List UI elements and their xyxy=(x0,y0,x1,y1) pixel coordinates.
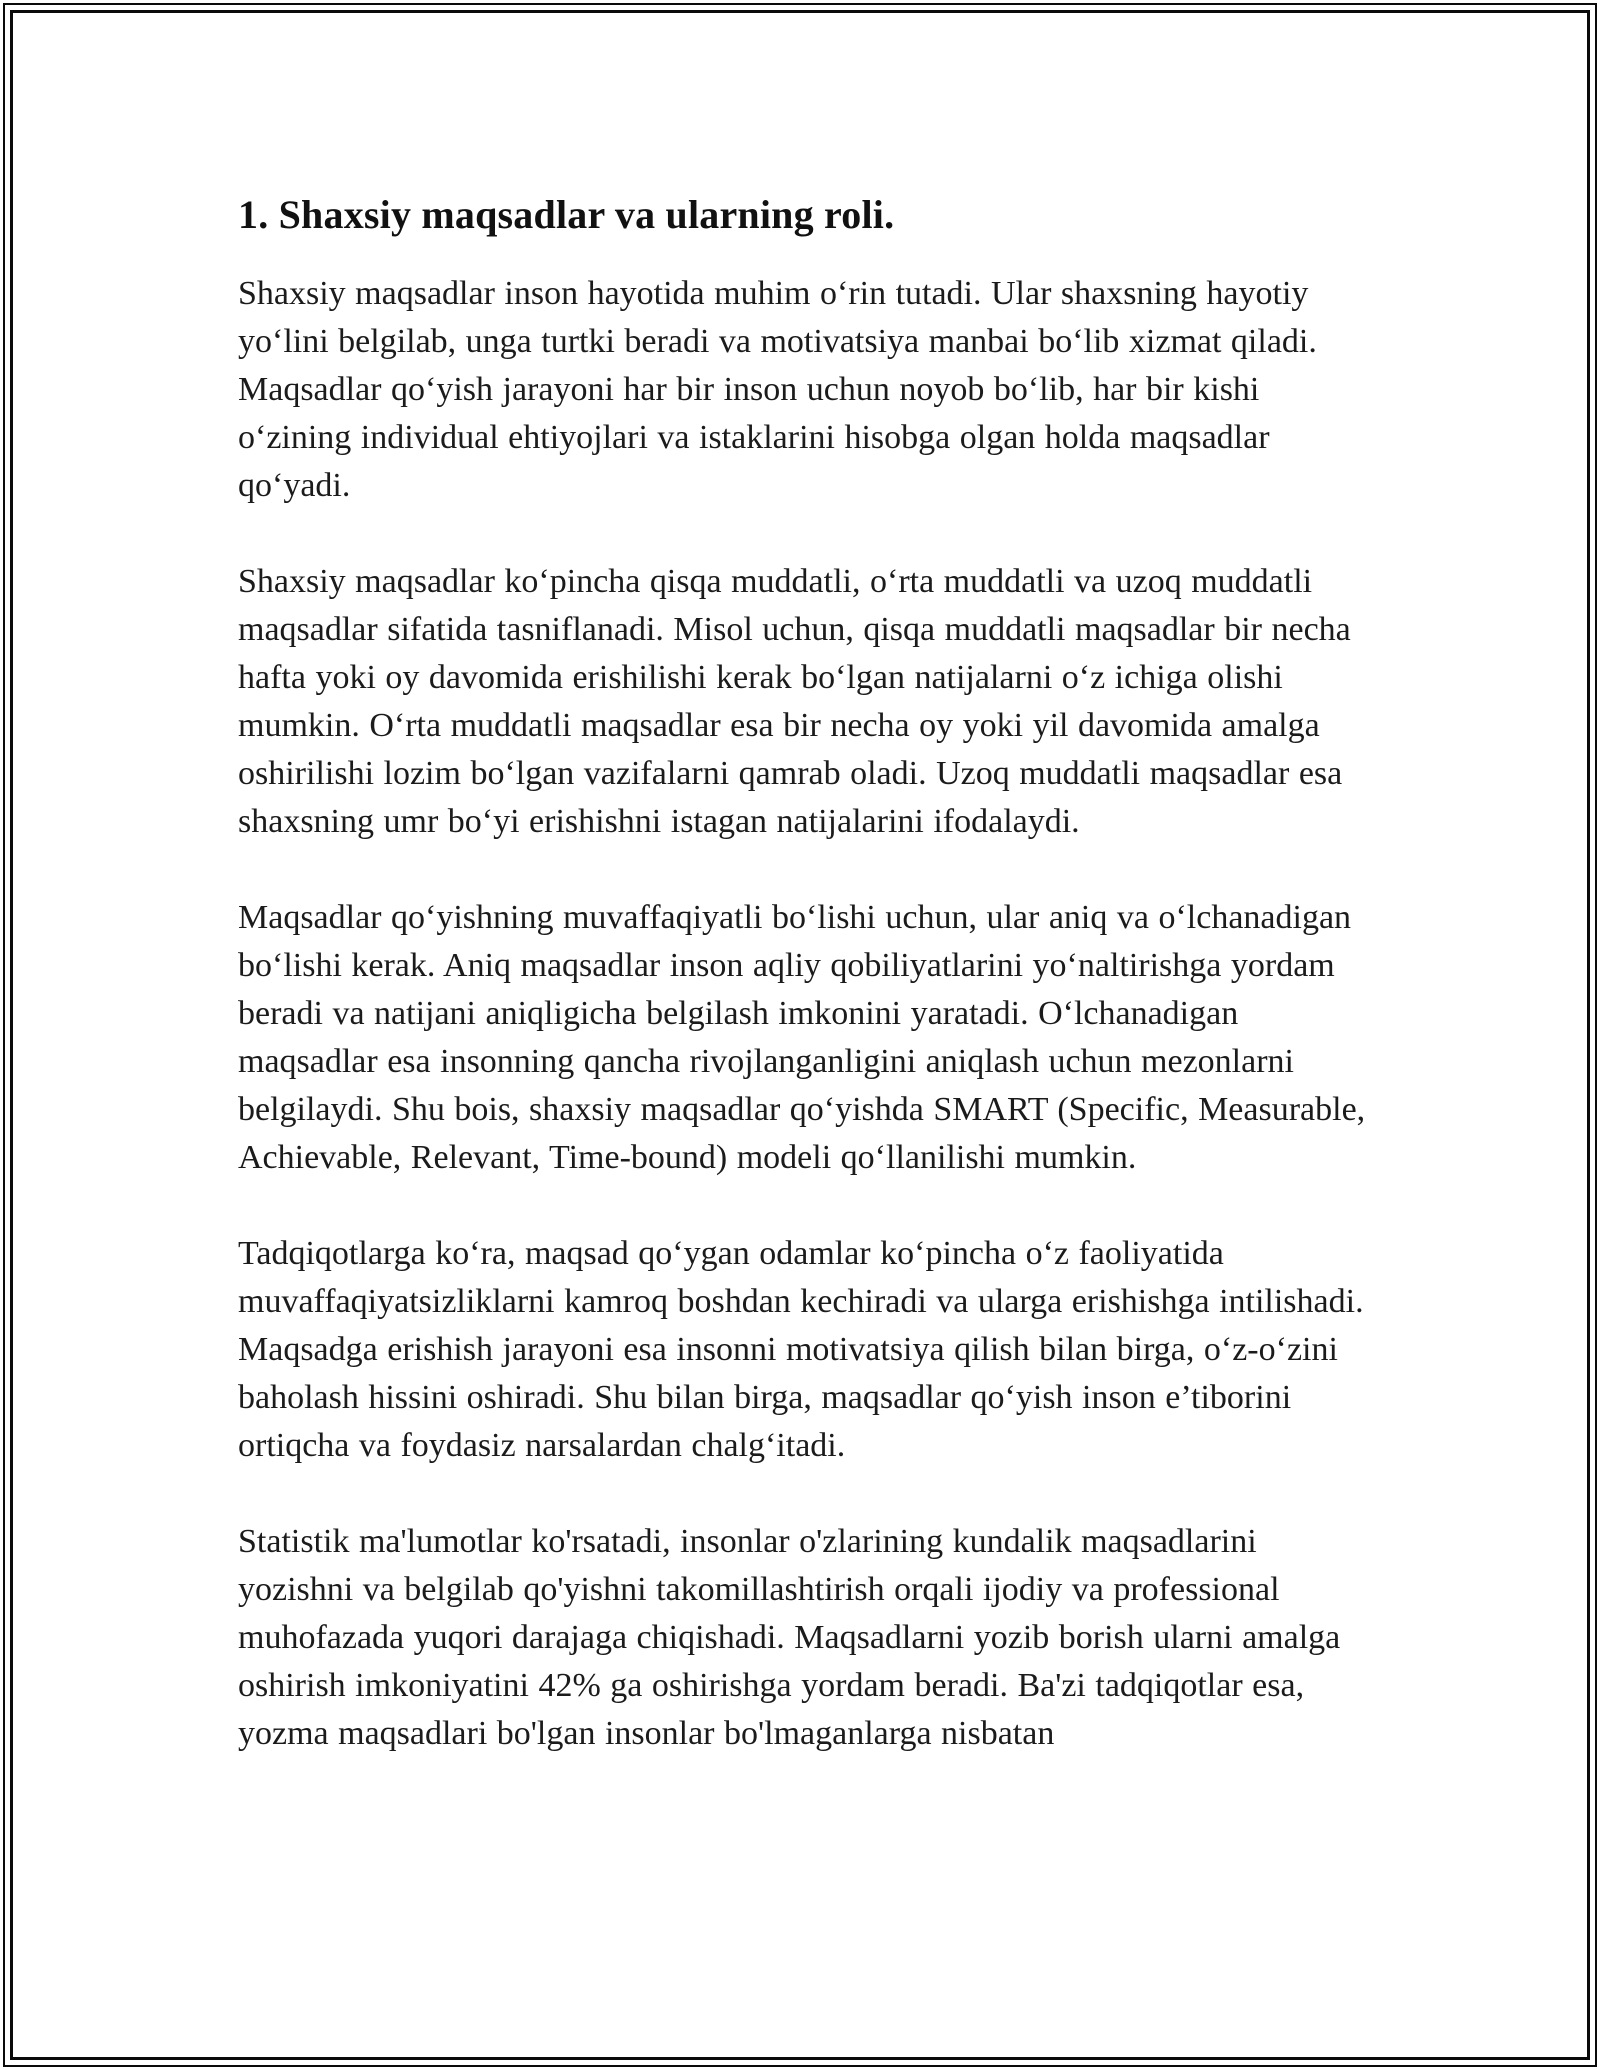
paragraph-personal-goals-intro: Shaxsiy maqsadlar inson hayotida muhim o‘rin tutadi. Ular shaxsning hayotiy yo‘lini belgilab, unga turtki beradi va motivatsiya manbai bo‘lib xizmat qiladi. Maqsadlar qo‘yish jarayoni har bir inson uchun noyob bo‘lib, har bir kishi o‘zining individual ehtiyojlari va istaklarini hisobga olgan holda maqsadlar qo‘yadi. xyxy=(238,275,1317,504)
page-title: 1. Shaxsiy maqsadlar va ularning roli. xyxy=(238,192,895,237)
paragraph-smart-model: Maqsadlar qo‘yishning muvaffaqiyatli bo‘lishi uchun, ular aniq va o‘lchanadigan bo‘lishi kerak. Aniq maqsadlar inson aqliy qobiliyatlarini yo‘naltirishga yordam beradi va natijani aniqligicha belgilash imkonini yaratadi. O‘lchanadigan maqsadlar esa insonning qancha rivojlanganligini aniqlash uchun mezonlarni belgilaydi. Shu bois, shaxsiy maqsadlar qo‘yishda SMART (Specific, Measurable, Achievable, Relevant, Time-bound) modeli qo‘llanilishi mumkin. xyxy=(238,899,1366,1176)
paragraph-research-motivation: Tadqiqotlarga ko‘ra, maqsad qo‘ygan odamlar ko‘pincha o‘z faoliyatida muvaffaqiyatsizliklarni kamroq boshdan kechiradi va ularga erishishga intilishadi. Maqsadga erishish jarayoni esa insonni motivatsiya qilish bilan birga, o‘z-o‘zini baholash hissini oshiradi. Shu bilan birga, maqsadlar qo‘yish inson e’tiborini ortiqcha va foydasiz narsalardan chalg‘itadi. xyxy=(238,1235,1364,1464)
paragraph-goal-term-types: Shaxsiy maqsadlar ko‘pincha qisqa muddatli, o‘rta muddatli va uzoq muddatli maqsadlar sifatida tasniflanadi. Misol uchun, qisqa muddatli maqsadlar bir necha hafta yoki oy davomida erishilishi kerak bo‘lgan natijalarni o‘z ichiga olishi mumkin. O‘rta muddatli maqsadlar esa bir necha oy yoki yil davomida amalga oshirilishi lozim bo‘lgan vazifalarni qamrab oladi. Uzoq muddatli maqsadlar esa shaxsning umr bo‘yi erishishni istagan natijalarini ifodalaydi. xyxy=(238,563,1351,840)
document-content xyxy=(238,192,1366,1758)
paragraph-statistics: Statistik ma'lumotlar ko'rsatadi, insonlar o'zlarining kundalik maqsadlarini yozishni va belgilab qo'yishni takomillashtirish orqali ijodiy va professional muhofazada yuqori darajaga chiqishadi. Maqsadlarni yozib borish ularni amalga oshirish imkoniyatini 42% ga oshirishga yordam beradi. Ba'zi tadqiqotlar esa, yozma maqsadlari bo'lgan insonlar bo'lmaganlarga nisbatan xyxy=(238,1523,1341,1752)
